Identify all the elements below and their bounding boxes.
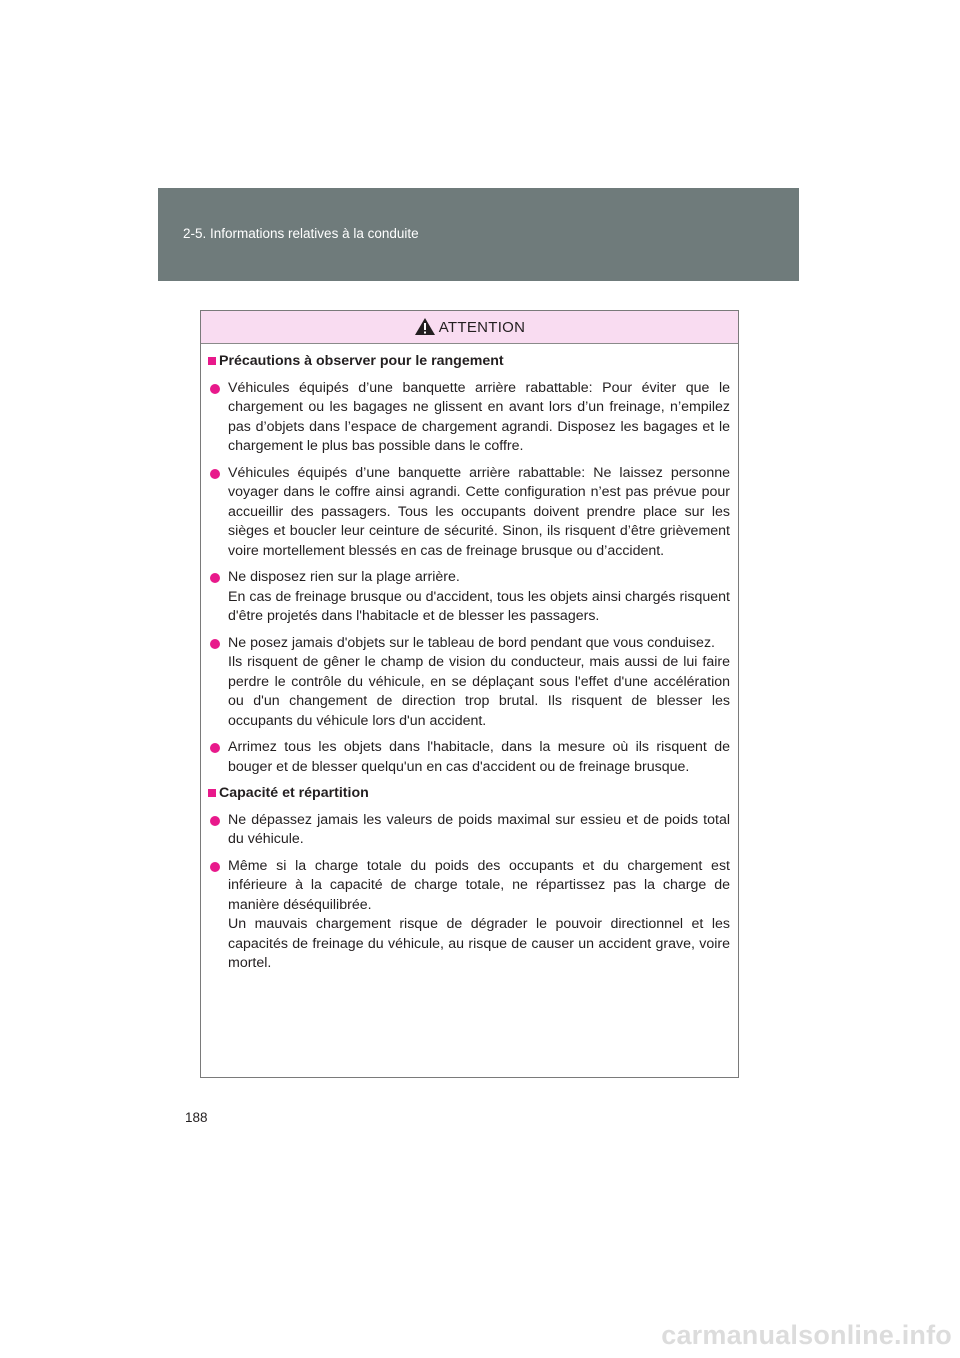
section-title: 2-5. Informations relatives à la conduite xyxy=(183,226,419,241)
list-item-text: Véhicules équipés d’une banquette arrière rabattable: Ne laissez personne voyager dans le coffre ainsi agrandi. Cette configuration n’est pas prévue pour accueillir des passagers. Tous les occupants doivent prendre place sur les sièges et boucler leur ceinture de sécurité. Sinon, ils risquent d’être grièvement voire mortellement blessés en cas de freinage brusque ou d’accident. xyxy=(228,464,730,559)
square-bullet-icon xyxy=(208,789,216,797)
warning-header xyxy=(201,311,738,344)
circle-bullet-icon xyxy=(210,384,220,394)
circle-bullet-icon xyxy=(210,573,220,583)
square-bullet-icon xyxy=(208,357,216,365)
list-item-text: Même si la charge totale du poids des occupants et du chargement est inférieure à la capacité de charge totale, ne répartissez pas la charge de manière déséquilibrée. xyxy=(228,857,730,913)
circle-bullet-icon xyxy=(210,816,220,826)
circle-bullet-icon xyxy=(210,743,220,753)
list-item-text: Ne dépassez jamais les valeurs de poids maximal sur essieu et de poids total du véhicule. xyxy=(228,811,730,847)
list-item-detail: Un mauvais chargement risque de dégrader le pouvoir directionnel et les capacités de freinage du véhicule, au risque de causer un accident grave, voire mortel. xyxy=(228,916,730,971)
circle-bullet-icon xyxy=(210,862,220,872)
circle-bullet-icon xyxy=(210,639,220,649)
page-number: 188 xyxy=(185,1110,208,1125)
warning-box xyxy=(200,310,739,1078)
warning-body xyxy=(201,352,738,981)
list-item-text: Arrimez tous les objets dans l'habitacle, dans la mesure où ils risquent de bouger et de blesser quelqu'un en cas d'accident ou de freinage brusque. xyxy=(228,739,730,775)
list-item xyxy=(210,738,738,777)
section-heading-text: Capacité et répartition xyxy=(219,785,369,801)
list-item xyxy=(210,811,738,850)
section-heading-text: Précautions à observer pour le rangement xyxy=(219,353,504,369)
list-item xyxy=(210,464,738,562)
list-item xyxy=(210,857,738,974)
section-heading xyxy=(201,352,738,372)
chapter-header-band xyxy=(158,188,799,281)
list-item-text: Ne disposez rien sur la plage arrière. xyxy=(228,569,460,585)
list-item xyxy=(210,568,738,627)
circle-bullet-icon xyxy=(210,469,220,479)
section-heading xyxy=(201,784,738,804)
list-item-text: Ne posez jamais d'objets sur le tableau de bord pendant que vous conduisez. xyxy=(228,634,715,651)
warning-section xyxy=(201,784,738,974)
list-item-text: Véhicules équipés d’une banquette arrière rabattable: Pour éviter que le chargement ou les bagages ne glissent en avant lors d’un freinage, n’empilez pas d’objets dans l’espace de chargement agrandi. Disposez les bagages et le chargement le plus bas possible dans le coffre. xyxy=(228,379,730,454)
watermark-text: carmanualsonline.info xyxy=(661,1320,952,1350)
warning-title: ATTENTION xyxy=(438,318,526,336)
list-item xyxy=(210,634,738,732)
list-item xyxy=(210,379,738,457)
warning-section xyxy=(201,352,738,777)
list-item-detail: Ils risquent de gêner le champ de vision du conducteur, mais aussi de lui faire perdre le contrôle du véhicule, en se déplaçant sous l'effet d'une accélération ou d'un changement de direction trop brutal. Ils risquent de blesser les occupants du véhicule lors d'un accident. xyxy=(228,654,730,729)
warning-triangle-icon xyxy=(414,317,436,336)
list-item-detail: En cas de freinage brusque ou d'accident, tous les objets ainsi chargés risquent d'être projetés dans l'habitacle et de blesser les passagers. xyxy=(228,588,730,624)
